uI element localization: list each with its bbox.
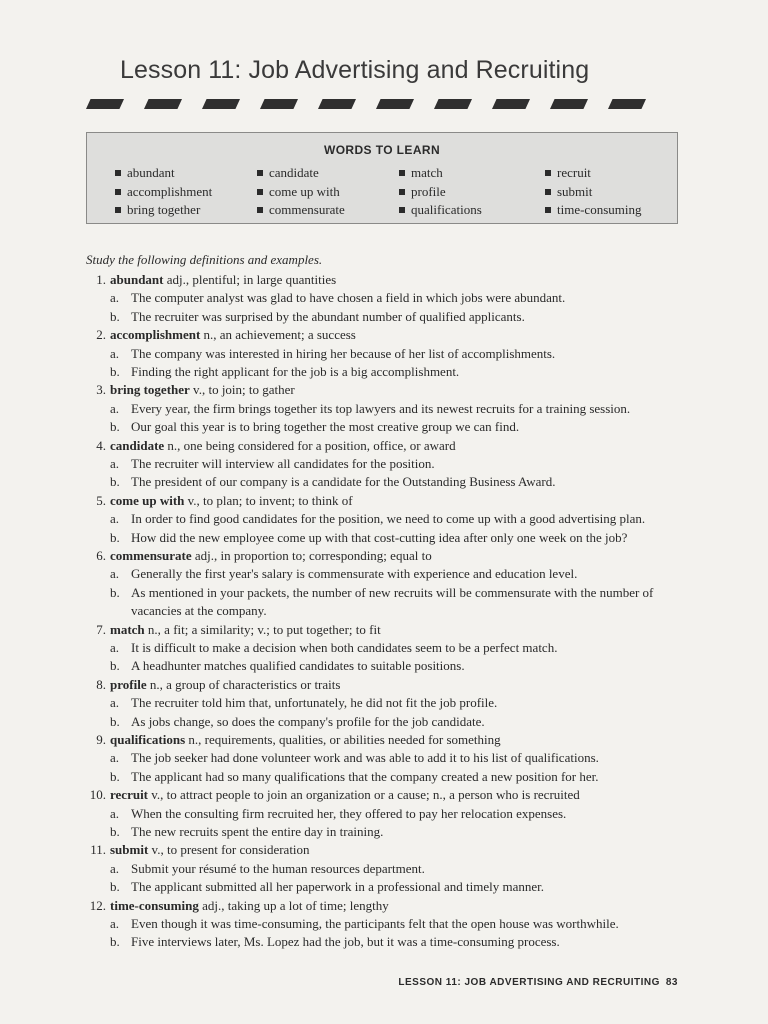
entry-number: 2. xyxy=(96,327,106,343)
entry-definition: adj., in proportion to; corresponding; equal to xyxy=(191,548,432,564)
example-text: The recruiter was surprised by the abundant number of qualified applicants. xyxy=(131,308,525,324)
example-text: The computer analyst was glad to have chosen a field in which jobs were abundant. xyxy=(131,290,566,306)
entry-number: 5. xyxy=(96,492,106,508)
footer-title: LESSON 11: JOB ADVERTISING AND RECRUITING xyxy=(398,977,660,988)
example-label: b. xyxy=(110,364,120,379)
word-item: abundant xyxy=(115,164,212,183)
word-item: commensurate xyxy=(257,201,345,220)
entry-number: 12. xyxy=(89,897,106,913)
entry-number: 7. xyxy=(96,621,106,637)
example-text: Every year, the firm brings together its top lawyers and its newest recruits for a training session. xyxy=(131,400,631,416)
example-text: Finding the right applicant for the job is a big accomplishment. xyxy=(131,364,460,379)
entry-number: 9. xyxy=(96,732,106,748)
example-text: In order to find good candidates for the position, we need to come up with a good advertising plan. xyxy=(131,511,646,527)
word-item: submit xyxy=(545,183,642,202)
example-text: The applicant had so many qualifications that the company created a new position for her. xyxy=(131,768,599,784)
example-label: b. xyxy=(110,529,120,545)
example-text: When the consulting firm recruited her, they offered to pay her relocation expenses. xyxy=(131,805,567,821)
example-label: a. xyxy=(110,695,120,711)
example-label: b. xyxy=(110,474,120,490)
definition-entry xyxy=(86,271,686,326)
page-footer xyxy=(398,977,678,988)
entry-definition: n., an achievement; a success xyxy=(200,327,356,343)
word-column-3 xyxy=(399,164,482,220)
entry-definition: v., to join; to gather xyxy=(189,382,295,398)
example-label: b. xyxy=(110,713,120,729)
example-label: a. xyxy=(110,640,120,656)
word-item: time-consuming xyxy=(545,201,642,220)
entry-word: match xyxy=(110,621,145,637)
example-label: b. xyxy=(110,658,120,674)
decorative-stripe xyxy=(86,99,678,109)
entry-number: 4. xyxy=(96,437,106,453)
entry-definition: adj., plentiful; in large quantities xyxy=(163,272,337,287)
word-item: profile xyxy=(399,183,482,202)
example-text: Submit your résumé to the human resources department. xyxy=(131,860,425,876)
entry-definition: n., a group of characteristics or traits xyxy=(146,676,341,692)
example-label: b. xyxy=(110,768,120,784)
example-text: How did the new employee come up with that cost-cutting idea after only one week on the job? xyxy=(131,529,628,545)
example-label: a. xyxy=(110,566,120,582)
entry-number: 1. xyxy=(96,272,106,287)
example-text: Our goal this year is to bring together the most creative group we can find. xyxy=(131,419,520,435)
word-item: candidate xyxy=(257,164,345,183)
example-label: a. xyxy=(110,805,120,821)
word-column-4 xyxy=(545,164,642,220)
entry-number: 10. xyxy=(89,787,106,803)
example-label: b. xyxy=(110,934,120,950)
instructions: Study the following definitions and examples. xyxy=(86,252,323,267)
definition-entry xyxy=(86,492,686,547)
definition-entry xyxy=(86,381,686,436)
example-text: The job seeker had done volunteer work and was able to add it to his list of qualifications. xyxy=(131,750,599,766)
example-text: As jobs change, so does the company's profile for the job candidate. xyxy=(131,713,485,729)
definition-entry xyxy=(86,621,686,676)
example-text: The applicant submitted all her paperwork in a professional and timely manner. xyxy=(131,879,544,895)
example-label: a. xyxy=(110,345,120,361)
example-label: a. xyxy=(110,290,120,306)
example-label: a. xyxy=(110,750,120,766)
example-text: The recruiter told him that, unfortunately, he did not fit the job profile. xyxy=(131,695,498,711)
word-item: accomplishment xyxy=(115,183,212,202)
example-text: The new recruits spent the entire day in training. xyxy=(131,824,384,840)
example-text: A headhunter matches qualified candidates to suitable positions. xyxy=(131,658,465,674)
example-label: a. xyxy=(110,860,120,876)
entry-word: accomplishment xyxy=(110,327,201,343)
words-to-learn-box xyxy=(86,132,678,224)
entry-definition: n., a fit; a similarity; v.; to put together; to fit xyxy=(144,621,381,637)
entry-definition: v., to present for consideration xyxy=(148,842,310,858)
entry-number: 8. xyxy=(96,676,106,692)
entry-definition: adj., taking up a lot of time; lengthy xyxy=(198,897,389,913)
example-label: b. xyxy=(110,419,120,435)
entry-number: 6. xyxy=(96,548,106,564)
entry-word: qualifications xyxy=(110,732,186,748)
example-text: As mentioned in your packets, the number of new recruits will be commensurate with the number of vacancies at the company. xyxy=(131,584,654,619)
entry-word: recruit xyxy=(110,787,149,803)
word-item: recruit xyxy=(545,164,642,183)
example-text: The president of our company is a candidate for the Outstanding Business Award. xyxy=(131,474,556,490)
entry-word: come up with xyxy=(110,492,185,508)
word-item: qualifications xyxy=(399,201,482,220)
entry-word: profile xyxy=(110,676,147,692)
example-text: Generally the first year's salary is commensurate with experience and education level. xyxy=(131,566,578,582)
entry-definition: n., one being considered for a position, office, or award xyxy=(164,437,456,453)
word-column-1 xyxy=(115,164,212,220)
example-text: Five interviews later, Ms. Lopez had the job, but it was a time-consuming process. xyxy=(131,934,560,950)
example-text: It is difficult to make a decision when both candidates seem to be a perfect match. xyxy=(131,640,558,656)
entry-word: commensurate xyxy=(110,548,192,564)
example-label: b. xyxy=(110,308,120,324)
example-label: b. xyxy=(110,824,120,840)
definition-entry xyxy=(86,437,686,492)
entry-word: time-consuming xyxy=(110,897,199,913)
page-number: 83 xyxy=(665,977,678,988)
words-to-learn-title: WORDS TO LEARN xyxy=(323,143,441,157)
entry-word: submit xyxy=(110,842,149,858)
example-label: a. xyxy=(110,456,120,471)
definition-entry xyxy=(86,841,686,896)
page-title: Lesson 11: Job Advertising and Recruiting xyxy=(120,56,590,84)
entry-word: bring together xyxy=(110,382,190,398)
word-item: match xyxy=(399,164,482,183)
definition-entry xyxy=(86,547,686,621)
definition-entry xyxy=(86,731,686,786)
entry-definition: v., to plan; to invent; to think of xyxy=(184,492,353,508)
definition-entry xyxy=(86,676,686,731)
definition-entry xyxy=(86,897,686,952)
word-item: come up with xyxy=(257,183,345,202)
entry-definition: v., to attract people to join an organization or a cause; n., a person who is recruited xyxy=(148,787,580,803)
example-label: a. xyxy=(110,511,120,527)
definitions-list xyxy=(86,271,686,952)
entry-number: 11. xyxy=(90,842,106,858)
example-label: a. xyxy=(110,400,120,416)
word-item: bring together xyxy=(115,201,212,220)
example-text: The company was interested in hiring her because of her list of accomplishments. xyxy=(131,345,556,361)
example-label: b. xyxy=(110,584,120,600)
example-text: The recruiter will interview all candidates for the position. xyxy=(131,456,435,471)
entry-number: 3. xyxy=(96,382,106,398)
word-column-2 xyxy=(257,164,345,220)
entry-word: abundant xyxy=(110,272,164,287)
definition-entry xyxy=(86,326,686,381)
entry-word: candidate xyxy=(110,437,165,453)
example-label: a. xyxy=(110,916,120,932)
entry-definition: n., requirements, qualities, or abilities needed for something xyxy=(185,732,501,748)
example-text: Even though it was time-consuming, the participants felt that the open house was worthwhile. xyxy=(131,916,619,932)
definition-entry xyxy=(86,786,686,841)
example-label: b. xyxy=(110,879,120,895)
